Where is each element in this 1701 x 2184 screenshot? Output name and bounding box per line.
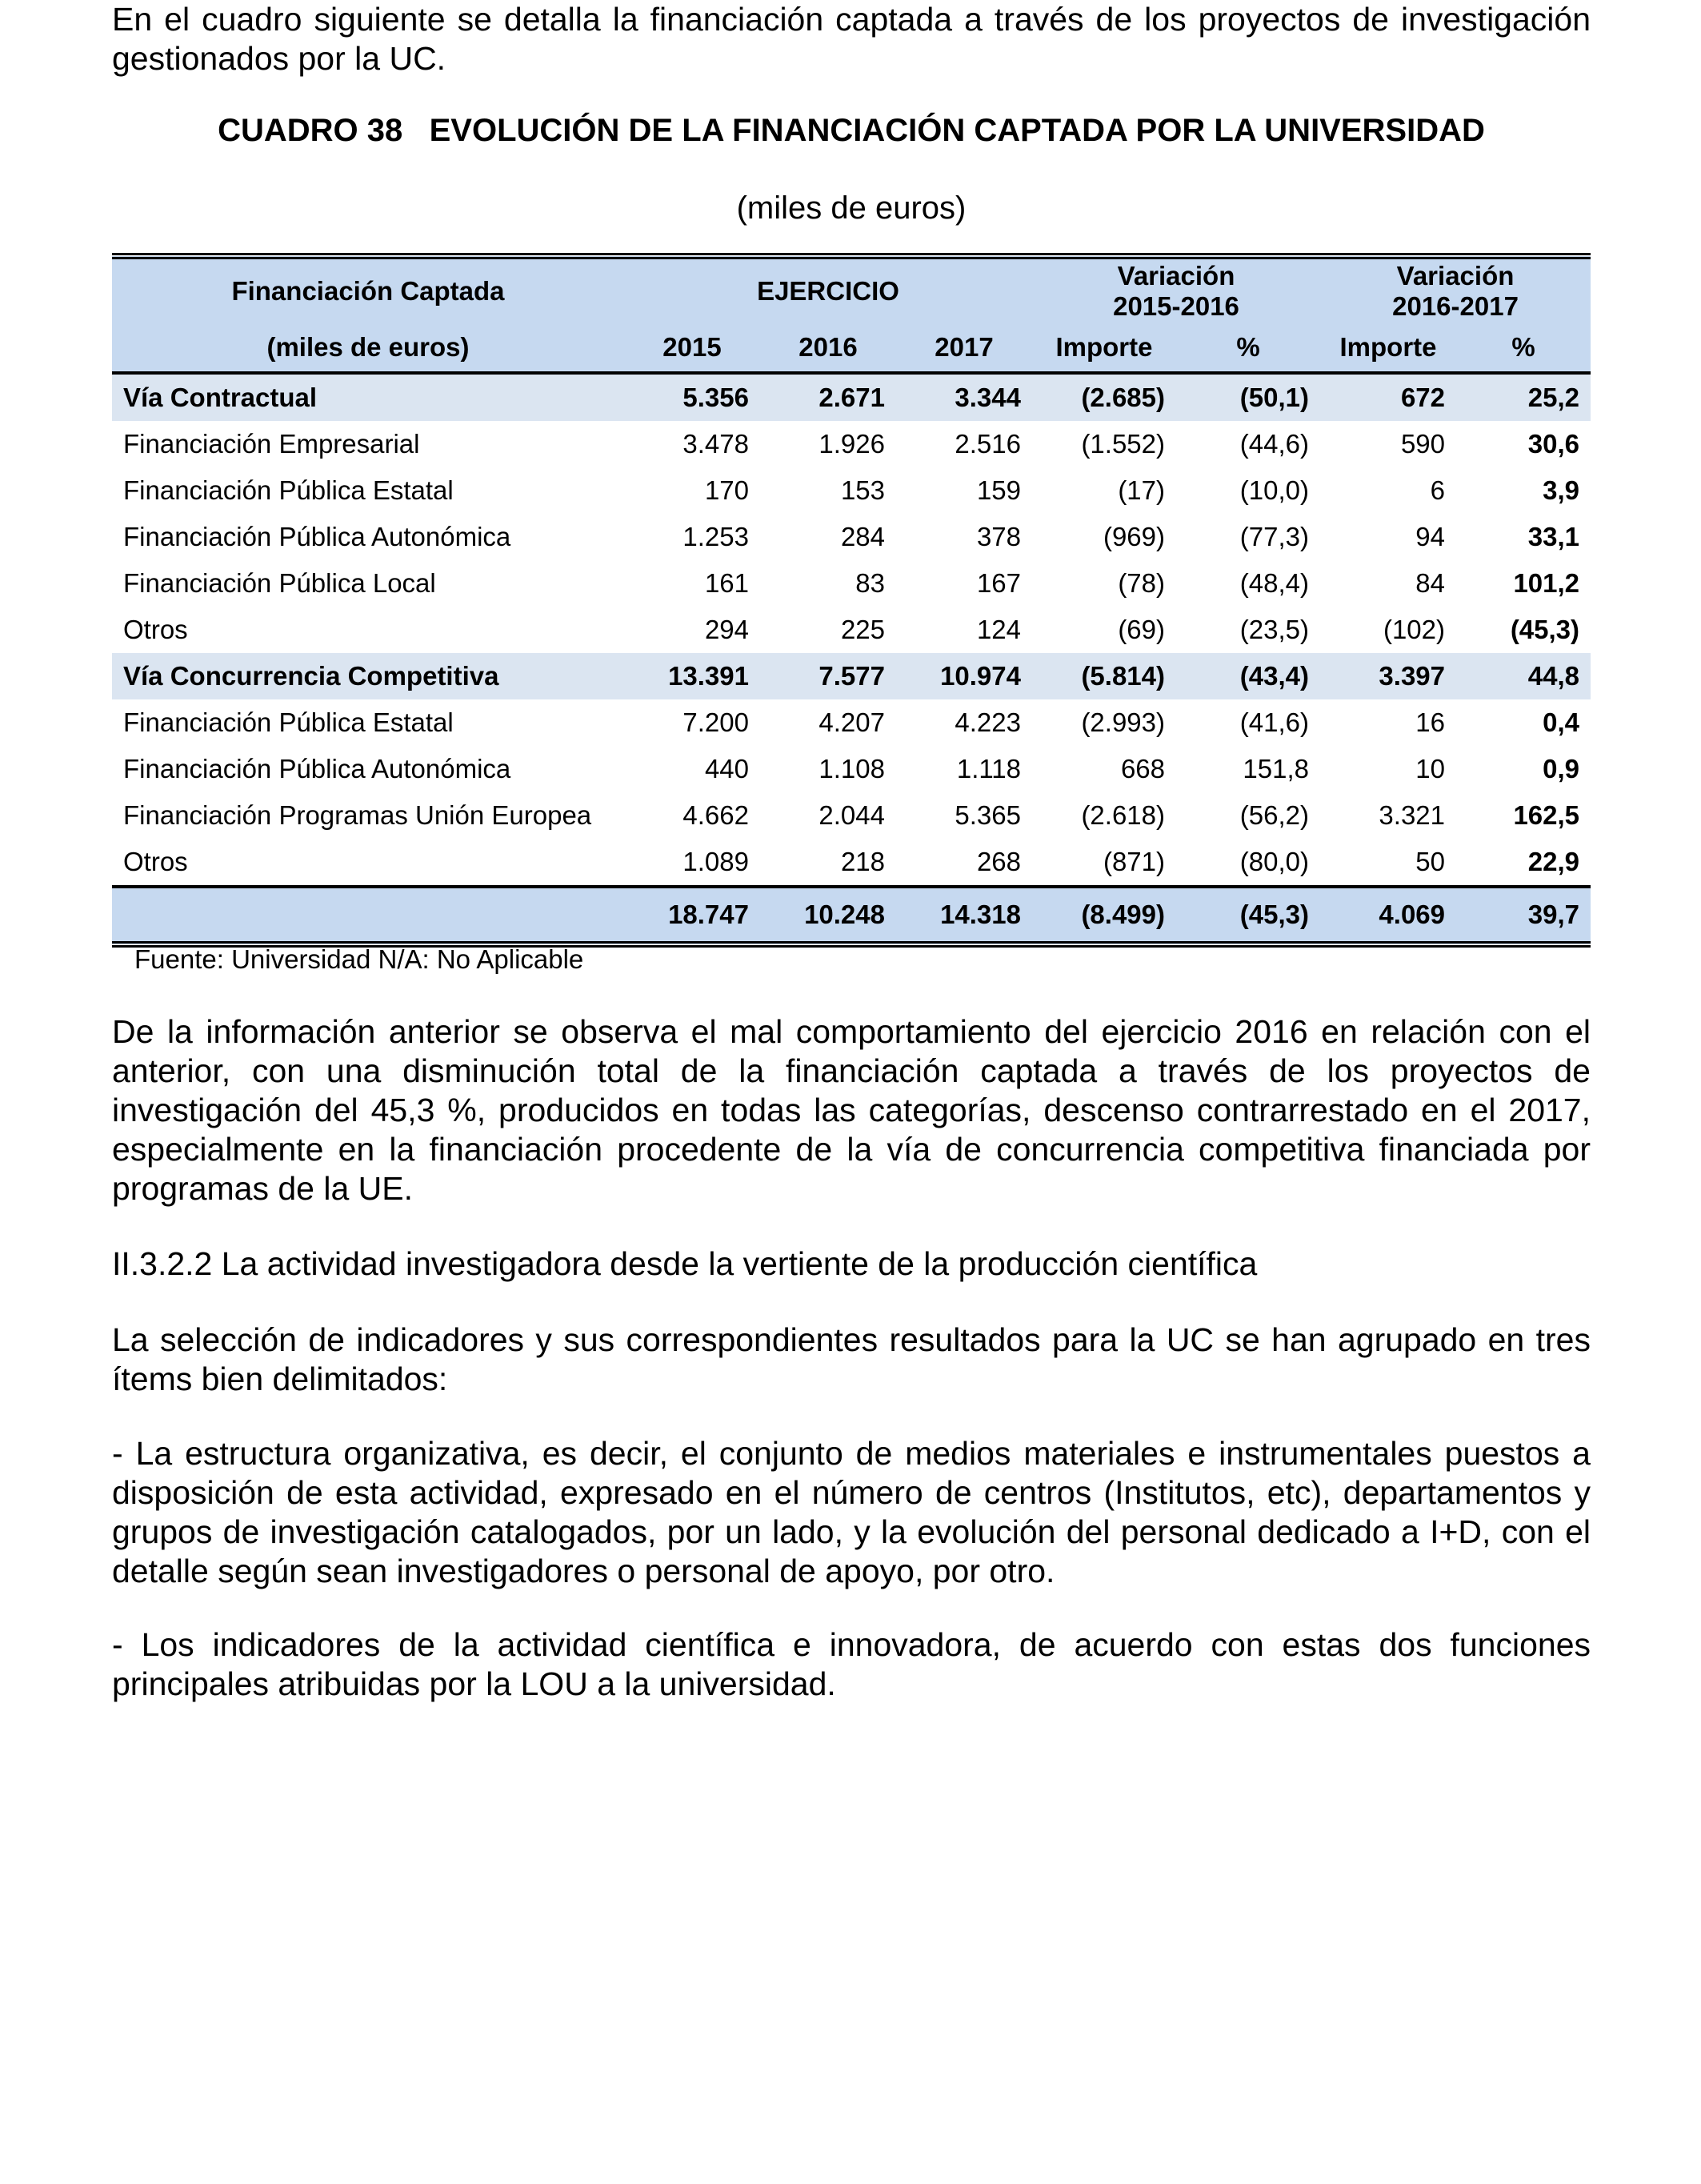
total-cell: 18.747 (624, 887, 760, 944)
table-row (112, 421, 1591, 467)
header-year-2017: 2017 (896, 323, 1032, 373)
financing-table (112, 253, 1591, 948)
header-miles-de-euros: (miles de euros) (112, 323, 624, 373)
total-label (112, 887, 624, 944)
row-value-cell: 33,1 (1527, 522, 1580, 551)
row-value-cell: 2.044 (818, 800, 885, 830)
header-importe-1: Importe (1032, 323, 1176, 373)
row-value-cell: 159 (976, 475, 1021, 505)
row-value-cell: 218 (840, 847, 885, 876)
row-value-cell: 3.344 (896, 373, 1032, 421)
row-label: Otros (123, 847, 188, 876)
header-pct-2: % (1456, 323, 1591, 373)
row-value-cell: 153 (840, 475, 885, 505)
row-value-cell: 161 (704, 568, 749, 598)
row-value-cell: (45,3) (1510, 615, 1580, 644)
financing-table-container (112, 253, 1591, 948)
header-variacion-2016-2017 (1320, 256, 1591, 323)
row-value-cell: 225 (840, 615, 885, 644)
row-value-cell: 590 (1400, 429, 1446, 459)
header-ejercicio: EJERCICIO (624, 256, 1032, 323)
row-value-cell: 672 (1320, 373, 1456, 421)
row-value-cell: 16 (1415, 707, 1446, 737)
row-value-cell: (5.814) (1032, 653, 1176, 699)
row-value-cell: 268 (976, 847, 1021, 876)
row-value-cell: (10,0) (1239, 475, 1310, 505)
header-variacion-2015-2016 (1032, 256, 1320, 323)
row-value-cell: 7.200 (682, 707, 749, 737)
row-value-cell: (102) (1383, 615, 1446, 644)
row-value-cell: (80,0) (1239, 847, 1310, 876)
total-cell: (8.499) (1032, 887, 1176, 944)
row-value-cell: 2.671 (760, 373, 896, 421)
row-value-cell: 1.089 (682, 847, 749, 876)
indicators-paragraph: La selección de indicadores y sus correspondientes resultados para la UC se han agrupado en tres ítems bien delimitados: (112, 1321, 1591, 1397)
total-cell: (45,3) (1176, 887, 1320, 944)
row-value-cell: 1.118 (956, 754, 1021, 783)
header-variacion-period: 2016-2017 (1392, 291, 1519, 321)
row-value-cell: 1.253 (682, 522, 749, 551)
row-value-cell: (48,4) (1239, 568, 1310, 598)
row-value-cell: 10 (1415, 754, 1446, 783)
row-value-cell: (78) (1118, 568, 1165, 598)
table-subtitle: (miles de euros) (736, 190, 967, 226)
row-value-cell: 151,8 (1243, 754, 1310, 783)
row-value-cell: 84 (1415, 568, 1446, 598)
table-header-row-1 (112, 256, 1591, 323)
row-value-cell: 4.223 (955, 707, 1021, 737)
row-value-cell: 13.391 (624, 653, 760, 699)
row-value-cell: 44,8 (1456, 653, 1591, 699)
row-value-cell: 94 (1415, 522, 1446, 551)
row-value-cell: (2.685) (1032, 373, 1176, 421)
row-value-cell: 50 (1415, 847, 1446, 876)
row-value-cell: 440 (704, 754, 749, 783)
row-value-cell: 22,9 (1527, 847, 1580, 876)
row-value-cell: 0,9 (1543, 754, 1580, 783)
row-label: Vía Concurrencia Competitiva (112, 653, 624, 699)
table-source-note: Fuente: Universidad N/A: No Aplicable (134, 944, 584, 974)
table-title: CUADRO 38 EVOLUCIÓN DE LA FINANCIACIÓN CAPTADA POR LA UNIVERSIDAD (218, 113, 1485, 148)
row-label: Financiación Pública Local (123, 568, 436, 598)
table-row (112, 792, 1591, 839)
row-value-cell: 170 (704, 475, 749, 505)
row-label: Financiación Pública Autonómica (123, 754, 511, 783)
row-value-cell: 0,4 (1543, 707, 1580, 737)
row-value-cell: 668 (1120, 754, 1165, 783)
analysis-paragraph: De la información anterior se observa el mal comportamiento del ejercicio 2016 en relación con el anterior, con una disminución total de la financiación captada a través de los proyectos de investigación del 45,3 %, producidos en todas las categorías, descenso contrarrestado en el 2017, especialmente en la financiación procedente de la vía de concurrencia competitiva financiada por programas de la UE. (112, 1013, 1591, 1207)
bullet-indicators-paragraph: - Los indicadores de la actividad científica e innovadora, de acuerdo con estas dos funciones principales atribuidas por la LOU a la universidad. (112, 1626, 1591, 1702)
row-value-cell: (43,4) (1176, 653, 1320, 699)
row-value-cell: 7.577 (760, 653, 896, 699)
row-value-cell: 378 (976, 522, 1021, 551)
row-value-cell: (23,5) (1239, 615, 1310, 644)
row-value-cell: 4.207 (818, 707, 885, 737)
total-cell: 4.069 (1320, 887, 1456, 944)
row-value-cell: 2.516 (955, 429, 1021, 459)
row-label: Financiación Pública Estatal (123, 707, 454, 737)
row-value-cell: 3.397 (1320, 653, 1456, 699)
row-value-cell: (2.618) (1081, 800, 1165, 830)
row-value-cell: (41,6) (1239, 707, 1310, 737)
row-value-cell: (871) (1103, 847, 1165, 876)
header-variacion-label: Variación (1117, 261, 1235, 291)
table-row (112, 746, 1591, 792)
row-value-cell: 5.365 (955, 800, 1021, 830)
row-value-cell: 5.356 (624, 373, 760, 421)
intro-paragraph: En el cuadro siguiente se detalla la financiación captada a través de los proyectos de investigación gestionados por la UC. (112, 1, 1591, 77)
table-row (112, 560, 1591, 607)
section-heading: II.3.2.2 La actividad investigadora desde la vertiente de la producción científica (112, 1245, 1258, 1282)
row-value-cell: 294 (704, 615, 749, 644)
row-value-cell: 162,5 (1513, 800, 1580, 830)
row-value-cell: 25,2 (1456, 373, 1591, 421)
row-value-cell: 3.321 (1379, 800, 1446, 830)
header-variacion-period: 2015-2016 (1113, 291, 1239, 321)
row-value-cell: 1.108 (818, 754, 885, 783)
row-label: Financiación Pública Estatal (123, 475, 454, 505)
row-label: Financiación Pública Autonómica (123, 522, 511, 551)
total-cell: 14.318 (896, 887, 1032, 944)
row-label: Otros (123, 615, 188, 644)
header-year-2016: 2016 (760, 323, 896, 373)
table-row (112, 514, 1591, 560)
table-row (112, 699, 1591, 746)
header-financiacion-captada: Financiación Captada (112, 256, 624, 323)
row-value-cell: (44,6) (1239, 429, 1310, 459)
table-body (112, 373, 1591, 887)
row-value-cell: 284 (840, 522, 885, 551)
row-value-cell: 101,2 (1513, 568, 1580, 598)
row-value-cell: 3,9 (1543, 475, 1580, 505)
row-value-cell: (50,1) (1176, 373, 1320, 421)
total-cell: 39,7 (1456, 887, 1591, 944)
total-cell: 10.248 (760, 887, 896, 944)
table-group-row (112, 373, 1591, 421)
header-year-2015: 2015 (624, 323, 760, 373)
table-header-row-2 (112, 323, 1591, 373)
header-variacion-label: Variación (1396, 261, 1515, 291)
table-row (112, 607, 1591, 653)
row-value-cell: 10.974 (896, 653, 1032, 699)
table-group-row (112, 653, 1591, 699)
header-importe-2: Importe (1320, 323, 1456, 373)
row-value-cell: 6 (1430, 475, 1446, 505)
row-value-cell: (56,2) (1239, 800, 1310, 830)
row-value-cell: (2.993) (1081, 707, 1165, 737)
row-value-cell: 30,6 (1527, 429, 1580, 459)
row-value-cell: (969) (1103, 522, 1165, 551)
table-total-row (112, 887, 1591, 944)
row-label: Financiación Programas Unión Europea (123, 800, 592, 830)
row-value-cell: (69) (1118, 615, 1165, 644)
row-value-cell: 3.478 (682, 429, 749, 459)
header-pct-1: % (1176, 323, 1320, 373)
row-value-cell: (1.552) (1081, 429, 1165, 459)
table-row (112, 467, 1591, 514)
row-value-cell: 83 (855, 568, 885, 598)
bullet-structure-paragraph: - La estructura organizativa, es decir, el conjunto de medios materiales e instrumentales puestos a disposición de esta actividad, expresado en el número de centros (Institutos, etc), departamentos y grupos de investigación catalogados, por un lado, y la evolución del personal dedicado a I+D, con el detalle según sean investigadores o personal de apoyo, por otro. (112, 1435, 1591, 1589)
row-value-cell: 1.926 (818, 429, 885, 459)
row-value-cell: 167 (976, 568, 1021, 598)
row-value-cell: 124 (976, 615, 1021, 644)
table-row (112, 839, 1591, 887)
row-label: Vía Contractual (112, 373, 624, 421)
row-value-cell: 4.662 (682, 800, 749, 830)
row-value-cell: (17) (1118, 475, 1165, 505)
row-label: Financiación Empresarial (123, 429, 420, 459)
row-value-cell: (77,3) (1239, 522, 1310, 551)
